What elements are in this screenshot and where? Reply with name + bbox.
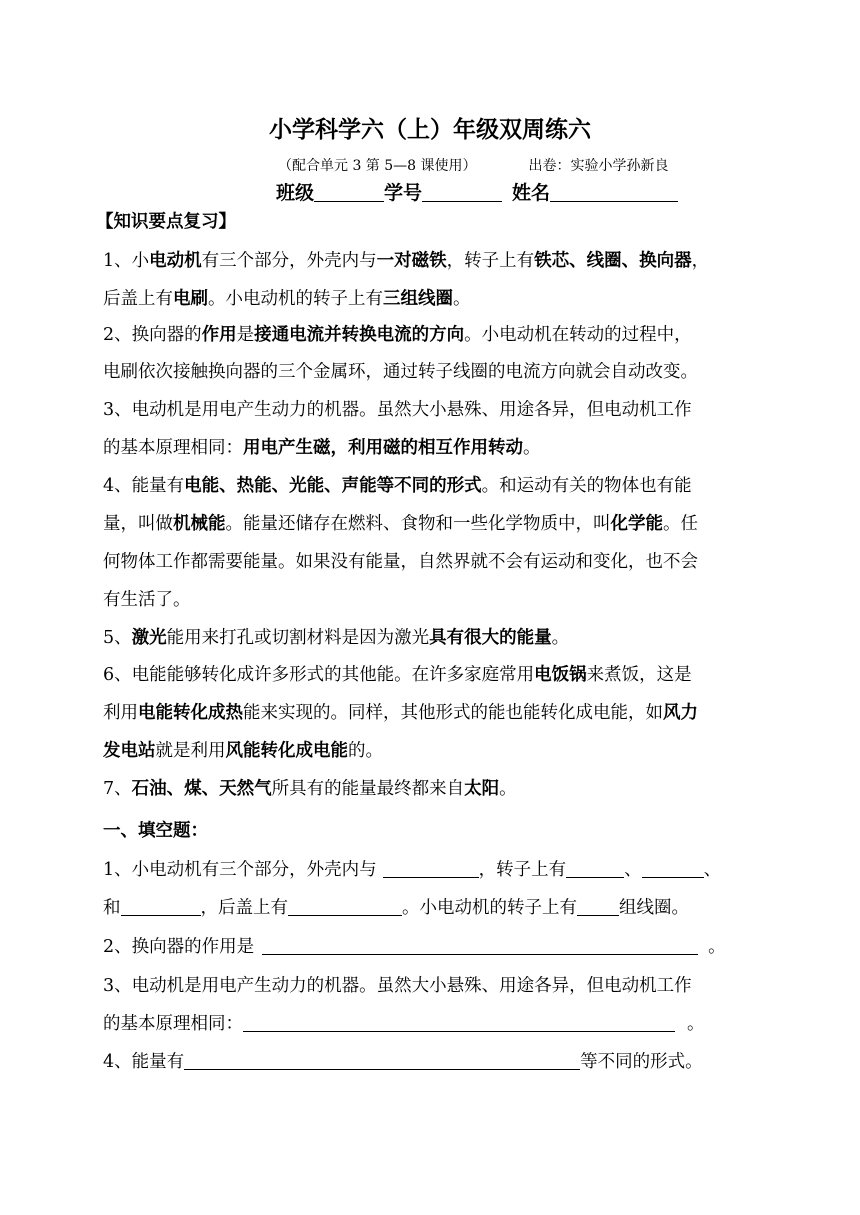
question-3-line2 — [103, 1012, 705, 1036]
keyword: 一对磁铁 — [376, 251, 447, 271]
keyword: 太阳 — [464, 779, 500, 799]
keyword: 机械能 — [173, 514, 226, 534]
review-p3-line2 — [103, 436, 541, 460]
keyword: 化学能 — [610, 514, 663, 534]
text: 后盖上有 — [103, 289, 173, 309]
text: 1、小 — [103, 251, 150, 271]
number-field[interactable] — [422, 181, 502, 202]
text: 组线圈。 — [619, 898, 689, 918]
page-title: 小学科学六（上）年级双周练六 — [269, 117, 591, 143]
text: 就是利用 — [155, 741, 226, 761]
text: 所具有的能量最终都来自 — [271, 779, 465, 799]
text: 。小电动机的转子上有 — [208, 289, 383, 309]
text: 有三个部分，外壳内与 — [201, 251, 377, 271]
answer-blank[interactable] — [577, 897, 619, 916]
text: ，后盖上有 — [200, 898, 288, 918]
fill-in-heading: 一、填空题： — [103, 821, 208, 841]
author: 出卷：实验小学孙新良 — [528, 158, 669, 174]
keyword: 发电站 — [103, 741, 156, 761]
review-p3-line1: 3、电动机是用电产生动力的机器。虽然大小悬殊、用途各异，但电动机工作 — [103, 400, 692, 420]
question-4 — [103, 1050, 703, 1074]
text: 。 — [453, 289, 471, 309]
subtitle-line — [278, 155, 669, 175]
class-field[interactable] — [314, 181, 384, 202]
name-label: 姓名 — [512, 182, 551, 204]
text: 是 — [236, 325, 255, 345]
text: 4、能量有 — [103, 476, 185, 496]
text: 4、能量有 — [103, 1052, 185, 1072]
keyword: 具有很大的能量 — [429, 628, 552, 648]
question-3-line1: 3、电动机是用电产生动力的机器。虽然大小悬殊、用途各异，但电动机工作 — [103, 976, 692, 996]
answer-blank[interactable] — [243, 1013, 675, 1032]
keyword: 三组线圈 — [383, 289, 453, 309]
keyword: 风能转化成电能 — [225, 741, 348, 761]
question-1-line1 — [103, 858, 721, 882]
answer-blank[interactable] — [566, 859, 624, 878]
text: 。任 — [663, 514, 698, 534]
review-p2-line1 — [103, 323, 692, 347]
review-p4-line2 — [103, 512, 698, 536]
keyword: 电饭锅 — [534, 665, 587, 685]
answer-blank[interactable] — [121, 897, 201, 916]
text: 。能量还储存在燃料、食物和一些化学物质中，叫 — [225, 514, 611, 534]
review-heading: 【知识要点复习】 — [96, 212, 236, 232]
text: 和 — [103, 898, 121, 918]
keyword: 电刷 — [173, 289, 208, 309]
question-1-line2 — [103, 896, 689, 920]
answer-blank[interactable] — [184, 1051, 580, 1070]
text: 量，叫做 — [103, 514, 173, 534]
text: 。 — [687, 1014, 705, 1034]
number-label: 学号 — [384, 182, 423, 204]
review-p4-line1 — [103, 474, 692, 498]
review-p7 — [103, 777, 517, 801]
review-p1-line1 — [103, 249, 709, 273]
review-p2-line2: 电刷依次接触换向器的三个金属环，通过转子线圈的电流方向就会自动改变。 — [103, 362, 698, 382]
answer-blank[interactable] — [642, 859, 704, 878]
review-p6-line2 — [103, 701, 698, 725]
text: 来煮饭，这是 — [586, 665, 692, 685]
answer-blank[interactable] — [262, 936, 698, 955]
text: 。 — [499, 779, 517, 799]
review-p1-line2 — [103, 287, 471, 311]
keyword: 石油、煤、天然气 — [131, 779, 272, 799]
keyword: 作用 — [201, 325, 237, 345]
review-p6-line3 — [103, 739, 383, 763]
text: 。 — [523, 438, 541, 458]
text: 2、换向器的作用是 — [103, 937, 255, 957]
class-label: 班级 — [276, 182, 315, 204]
keyword: 接通电流并转换电流的方向 — [254, 325, 465, 345]
name-field[interactable] — [550, 181, 678, 202]
text: 2、换向器的 — [103, 325, 202, 345]
text: 6、电能能够转化成许多形式的其他能。在许多家庭常用 — [103, 665, 535, 685]
keyword: 铁芯、线圈、换向器 — [534, 251, 692, 271]
answer-blank[interactable] — [383, 859, 479, 878]
keyword: 电动机 — [149, 251, 202, 271]
text: 7、 — [103, 779, 132, 799]
text: 能来实现的。同样，其他形式的能也能转化成电能，如 — [243, 703, 663, 723]
review-p6-line1 — [103, 663, 692, 687]
text: ，转子上有 — [446, 251, 535, 271]
keyword: 风力 — [663, 703, 698, 723]
keyword: 用电产生磁，利用磁的相互作用转动 — [243, 438, 523, 458]
text: 利用 — [103, 703, 138, 723]
review-p4-line4: 有生活了。 — [103, 590, 191, 610]
keyword: 电能转化成热 — [138, 703, 243, 723]
text: 的基本原理相同： — [103, 1014, 243, 1034]
text: 。小电动机在转动的过程中， — [464, 325, 692, 345]
text: 的基本原理相同： — [103, 438, 243, 458]
text: 。 — [708, 937, 726, 957]
review-p4-line3: 何物体工作都需要能量。如果没有能量，自然界就不会有运动和变化，也不会 — [103, 552, 698, 572]
text: 、 — [703, 860, 722, 880]
text: 。 — [551, 628, 570, 648]
text: 1、小电动机有三个部分，外壳内与 — [103, 860, 377, 880]
keyword: 电能、热能、光能、声能等不同的形式 — [184, 476, 482, 496]
text: 能用来打孔或切割材料是因为激光 — [166, 628, 430, 648]
subtitle: （配合单元 3 第 5—8 课使用） — [278, 158, 477, 174]
text: 、 — [624, 860, 642, 880]
keyword: 激光 — [131, 628, 167, 648]
text: ，转子上有 — [478, 860, 567, 880]
text: 5、 — [103, 628, 132, 648]
text: 的。 — [348, 741, 383, 761]
review-p5 — [103, 626, 569, 650]
question-2 — [103, 935, 726, 959]
text: ， — [691, 251, 710, 271]
text: 。和运动有关的物体也有能 — [481, 476, 692, 496]
answer-blank[interactable] — [288, 897, 402, 916]
student-info-line — [276, 178, 678, 205]
text: 等不同的形式。 — [580, 1052, 703, 1072]
text: 。小电动机的转子上有 — [402, 898, 577, 918]
